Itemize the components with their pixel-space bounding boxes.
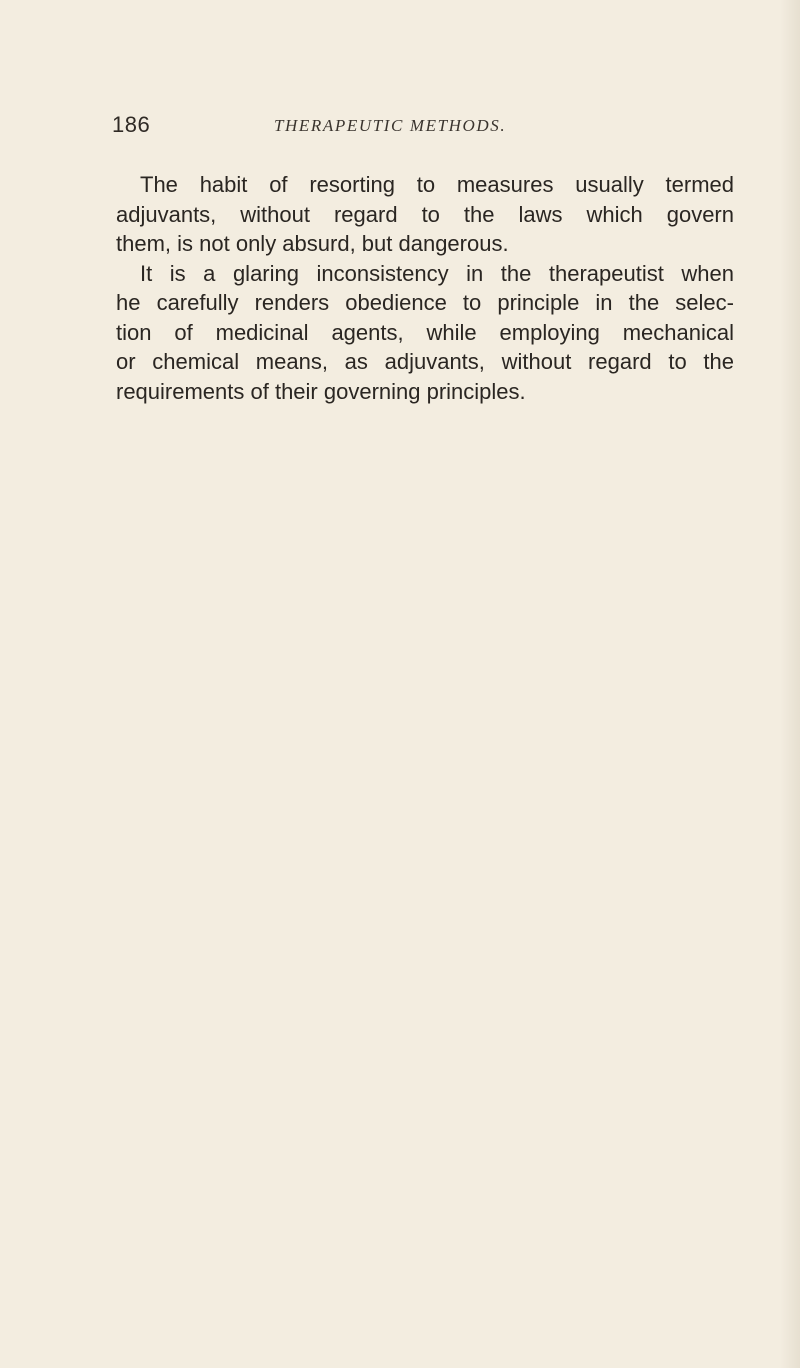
running-head (112, 112, 712, 142)
page-number: 186 (112, 112, 151, 137)
text-line: adjuvants, without regard to the laws which govern (116, 201, 734, 227)
text-line: It is a glaring inconsistency in the therapeutist when (140, 260, 734, 286)
text-line: or chemical means, as adjuvants, without regard to the (116, 349, 734, 374)
running-title: THERAPEUTIC METHODS. (274, 116, 507, 135)
text-line: requirements of their governing principles. (116, 378, 526, 404)
paragraph-1 (116, 170, 734, 259)
text-line: tion of medicinal agents, while employing mechanical (116, 319, 734, 345)
text-line: he carefully renders obedience to principle in the selec- (116, 290, 734, 315)
paragraph-2 (116, 259, 734, 407)
text-line: The habit of resorting to measures usually termed (140, 172, 734, 197)
body-text (116, 170, 734, 406)
text-line: them, is not only absurd, but dangerous. (116, 231, 509, 256)
